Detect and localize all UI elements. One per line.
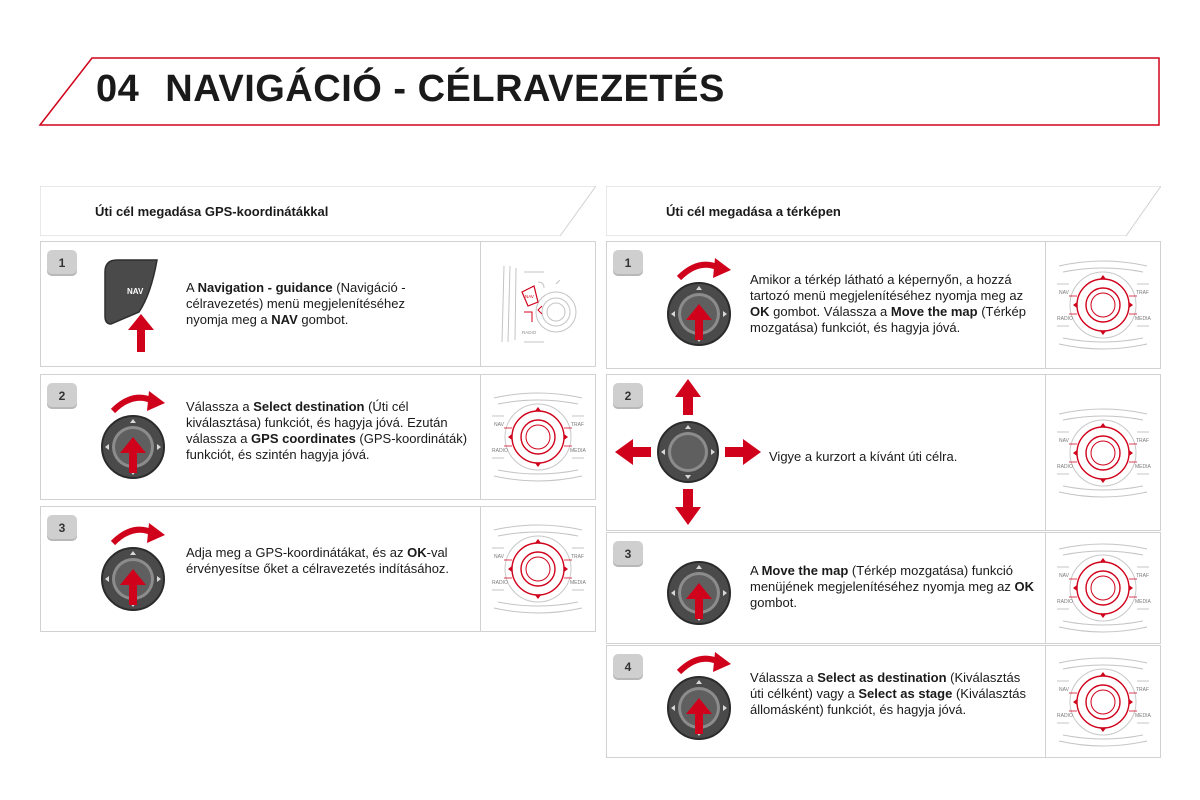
page-header [0,0,1200,140]
step-card [40,506,596,632]
step-card [606,241,1161,369]
control-dial-icon [488,390,588,484]
step-instruction: Vigye a kurzort a kívánt úti célra. [769,449,958,464]
step-card [606,645,1161,758]
svg-text:RADIO: RADIO [1057,599,1073,605]
svg-text:RADIO: RADIO [1057,712,1073,719]
svg-text:NAV: NAV [1059,437,1069,444]
svg-text:RADIO: RADIO [1057,316,1073,322]
svg-text:NAV: NAV [494,554,504,560]
control-dial-icon [488,522,588,616]
knob-rotate-press-icon [93,521,173,626]
rotate-arrow-icon [113,523,165,543]
step-number-badge: 2 [47,383,77,409]
rotate-arrow-icon [679,652,731,672]
page-title [96,68,725,111]
svg-text:TRAF: TRAF [571,554,585,560]
svg-text:NAV: NAV [1059,686,1069,693]
rotate-arrow-icon [679,258,731,278]
step-instruction: A Move the map (Térkép mozgatása) funkció menüjének megjelenítéséhez nyomja meg az OK gombot. [750,563,1034,610]
console-nav-icon [498,262,578,346]
step-number-badge: 3 [613,541,643,567]
control-dial-icon [1053,655,1153,749]
knob-rotate-press-icon [659,650,739,755]
svg-text:RADIO: RADIO [492,580,508,586]
svg-text:RADIO: RADIO [522,330,537,335]
nav-button-press-icon [99,254,169,359]
svg-text:MEDIA: MEDIA [1135,316,1151,322]
nav-key-label: NAV [127,287,144,296]
svg-text:NAV: NAV [525,294,534,299]
step-card [606,532,1161,644]
step-instruction: Válassza a Select destination (Úti cél kiválasztása) funkciót, és hagyja jóvá. Ezután válassza a GPS coordinates (GPS-koordináták) funkciót, és szintén hagyja jóvá. [186,399,468,462]
chapter-title: NAVIGÁCIÓ - CÉLRAVEZETÉS [165,68,725,110]
svg-text:NAV: NAV [494,422,504,428]
step-instruction: Amikor a térkép látható a képernyőn, a hozzá tartozó menü megjelenítéséhez nyomja meg az OK gombot. Válassza a Move the map (Térkép mozgatása) funkciót, és hagyja jóvá. [750,272,1026,335]
svg-text:TRAF: TRAF [571,422,585,428]
svg-text:MEDIA: MEDIA [570,448,586,454]
chapter-number: 04 [96,68,140,110]
right-column-heading [606,186,1161,236]
step-panel-image [480,507,595,631]
step-card [40,241,596,367]
svg-text:MEDIA: MEDIA [570,580,586,586]
step-number-badge: 1 [47,250,77,276]
step-panel-image [1045,646,1160,757]
step-panel-image [1045,533,1160,643]
svg-text:TRAF: TRAF [1136,290,1150,296]
svg-text:TRAF: TRAF [1136,686,1150,693]
knob-rotate-press-icon [93,389,173,494]
step-instruction: Válassza a Select as destination (Kiválasztás úti célként) vagy a Select as stage (Kiválasztás állomásként) funkciót, és hagyja jóvá. [750,670,1027,717]
knob-four-directions-icon [613,377,763,532]
step-card [40,374,596,500]
svg-text:MEDIA: MEDIA [1135,712,1151,719]
press-arrow-icon [128,314,154,352]
svg-text:TRAF: TRAF [1136,573,1150,579]
svg-text:MEDIA: MEDIA [1135,463,1151,470]
step-instruction: Adja meg a GPS-koordinátákat, és az OK-val érvényesítse őket a célravezetés indításához. [186,545,450,576]
section-title: Úti cél megadása GPS-koordinátákkal [95,204,329,219]
svg-text:RADIO: RADIO [492,448,508,454]
step-number-badge: 1 [613,250,643,276]
svg-text:MEDIA: MEDIA [1135,599,1151,605]
control-dial-icon [1053,406,1153,500]
knob-press-icon [659,535,739,640]
knob-rotate-press-icon [659,256,739,361]
step-number-badge: 4 [613,654,643,680]
step-card [606,374,1161,531]
svg-text:NAV: NAV [1059,573,1069,579]
left-column-heading [40,186,596,236]
step-panel-image [480,375,595,499]
step-panel-image [1045,242,1160,368]
step-number-badge: 2 [613,383,643,409]
control-dial-icon [1053,541,1153,635]
section-title: Úti cél megadása a térképen [666,204,841,219]
svg-text:RADIO: RADIO [1057,463,1073,470]
rotate-arrow-icon [113,391,165,411]
svg-text:NAV: NAV [1059,290,1069,296]
step-number-badge: 3 [47,515,77,541]
step-panel-image [1045,375,1160,530]
svg-text:TRAF: TRAF [1136,437,1150,444]
step-instruction: A Navigation - guidance (Navigáció - célravezetés) menü megjelenítéséhez nyomja meg a NAV gombot. [186,280,406,327]
control-dial-icon [1053,258,1153,352]
step-panel-image [480,242,595,366]
